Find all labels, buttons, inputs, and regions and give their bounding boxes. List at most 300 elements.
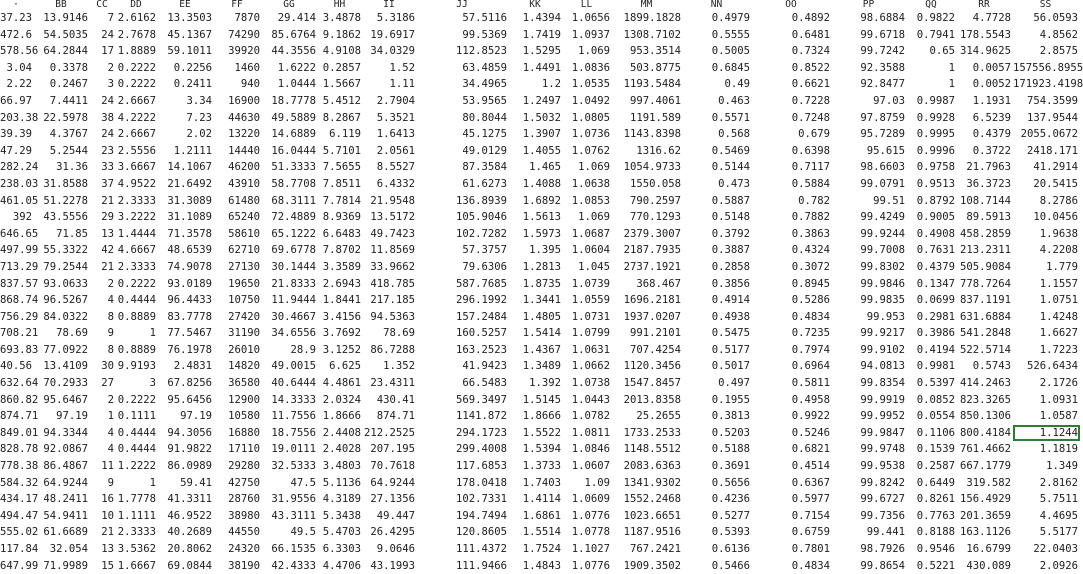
table-cell[interactable]: 77.0922 xyxy=(43,343,88,356)
table-cell[interactable]: 0.0057 xyxy=(972,61,1011,74)
column-header[interactable]: SS xyxy=(1039,0,1052,10)
table-cell[interactable]: 0.782 xyxy=(798,194,830,207)
table-cell[interactable]: 0.9996 xyxy=(916,144,955,157)
table-cell[interactable]: 1.5032 xyxy=(522,111,561,124)
table-cell[interactable]: 41.3311 xyxy=(167,493,212,506)
table-cell[interactable]: 14.1067 xyxy=(167,161,212,174)
table-cell[interactable]: 0.49 xyxy=(724,78,750,91)
table-cell[interactable]: 1460 xyxy=(234,61,260,74)
table-cell[interactable]: 49.5 xyxy=(290,526,316,539)
table-cell[interactable]: 0.5177 xyxy=(711,343,750,356)
table-cell[interactable]: 1.4055 xyxy=(522,144,561,157)
table-cell[interactable]: 4.3189 xyxy=(322,493,361,506)
table-cell[interactable]: 458.2859 xyxy=(959,227,1011,240)
table-cell[interactable]: 2.7904 xyxy=(376,94,415,107)
table-cell[interactable]: 54.9411 xyxy=(43,509,88,522)
table-cell[interactable]: 1.395 xyxy=(529,244,561,257)
column-header[interactable]: LL xyxy=(580,0,593,10)
table-cell[interactable]: 0.5475 xyxy=(711,327,750,340)
table-cell[interactable]: 4.3767 xyxy=(49,128,88,141)
table-cell[interactable]: 102.7282 xyxy=(455,227,507,240)
table-cell[interactable]: 1023.6651 xyxy=(623,509,681,522)
table-cell[interactable]: 631.6884 xyxy=(959,310,1011,323)
table-cell[interactable]: 5.7511 xyxy=(1039,493,1078,506)
table-cell[interactable]: 0.4514 xyxy=(791,460,830,473)
table-cell[interactable]: 64.9244 xyxy=(43,476,88,489)
table-cell[interactable]: 18.7778 xyxy=(271,94,316,107)
table-cell[interactable]: 8.2867 xyxy=(322,111,361,124)
table-cell[interactable]: 1.3441 xyxy=(522,294,561,307)
column-header[interactable]: · xyxy=(13,0,19,10)
table-cell[interactable]: 282.24 xyxy=(0,161,39,174)
table-cell[interactable]: 96.4433 xyxy=(167,294,212,307)
table-cell[interactable]: 1.4088 xyxy=(522,177,561,190)
table-cell[interactable]: 1.0587 xyxy=(1039,410,1078,423)
table-cell[interactable]: 0.473 xyxy=(718,177,750,190)
table-cell[interactable]: 0.2222 xyxy=(117,61,156,74)
table-cell[interactable]: 92.3588 xyxy=(860,61,905,74)
table-cell[interactable]: 31190 xyxy=(228,327,260,340)
column-header[interactable]: RR xyxy=(978,0,990,10)
table-cell[interactable]: 10 xyxy=(101,509,114,522)
table-cell[interactable]: 56.0593 xyxy=(1033,12,1078,24)
table-cell[interactable]: 111.4372 xyxy=(455,543,507,555)
selected-cell[interactable]: 1.1244 xyxy=(1013,425,1080,442)
table-cell[interactable]: 0.3722 xyxy=(972,144,1011,157)
table-cell[interactable]: 414.2463 xyxy=(959,377,1011,390)
table-cell[interactable]: 46200 xyxy=(228,161,260,174)
table-cell[interactable]: 0.5887 xyxy=(711,194,750,207)
table-cell[interactable]: 0.679 xyxy=(798,128,830,141)
table-cell[interactable]: 1316.62 xyxy=(636,144,681,157)
table-cell[interactable]: 1.0762 xyxy=(571,144,610,157)
table-cell[interactable]: 1.0778 xyxy=(571,526,610,539)
table-cell[interactable]: 1.349 xyxy=(1046,460,1078,473)
table-cell[interactable]: 99.9244 xyxy=(860,227,905,240)
table-cell[interactable]: 27.1356 xyxy=(370,493,415,506)
table-cell[interactable]: 1.1557 xyxy=(1039,277,1078,290)
table-cell[interactable]: 0.9928 xyxy=(916,111,955,124)
table-cell[interactable]: 1.6413 xyxy=(376,128,415,141)
table-cell[interactable]: 27130 xyxy=(228,260,260,273)
table-cell[interactable]: 31.3089 xyxy=(167,194,212,207)
table-cell[interactable]: 49.0129 xyxy=(462,144,507,157)
table-cell[interactable]: 10580 xyxy=(228,410,260,423)
table-cell[interactable]: 49.5889 xyxy=(271,111,316,124)
table-cell[interactable]: 13.5172 xyxy=(370,211,415,224)
table-cell[interactable]: 1552.2468 xyxy=(623,493,681,506)
table-cell[interactable]: 111.9466 xyxy=(455,559,507,572)
table-cell[interactable]: 991.2101 xyxy=(629,327,681,340)
table-cell[interactable]: 4.4861 xyxy=(322,377,361,390)
table-cell[interactable]: 13 xyxy=(101,543,114,555)
table-cell[interactable]: 11 xyxy=(101,460,114,473)
table-cell[interactable]: 53.9565 xyxy=(462,94,507,107)
table-cell[interactable]: 194.7494 xyxy=(455,509,507,522)
table-cell[interactable]: 117.6853 xyxy=(455,460,507,473)
table-cell[interactable]: 74290 xyxy=(228,28,260,41)
table-cell[interactable]: 1.11 xyxy=(389,78,415,91)
table-cell[interactable]: 767.2421 xyxy=(629,543,681,555)
table-cell[interactable]: 0.7801 xyxy=(791,543,830,555)
table-cell[interactable]: 1.352 xyxy=(383,360,415,373)
table-cell[interactable]: 1.2111 xyxy=(173,144,212,157)
table-cell[interactable]: 16900 xyxy=(228,94,260,107)
table-cell[interactable]: 1.8441 xyxy=(322,294,361,307)
table-cell[interactable]: 3.4156 xyxy=(322,310,361,323)
table-cell[interactable]: 0.5246 xyxy=(791,426,830,439)
table-cell[interactable]: 0.5017 xyxy=(711,360,750,373)
table-cell[interactable]: 2.6943 xyxy=(322,277,361,290)
table-cell[interactable]: 1.52 xyxy=(389,61,415,74)
table-cell[interactable]: 13220 xyxy=(228,128,260,141)
table-cell[interactable]: 1.0836 xyxy=(571,61,610,74)
table-cell[interactable]: 19650 xyxy=(228,277,260,290)
table-cell[interactable]: 1.2 xyxy=(541,78,561,91)
table-cell[interactable]: 92.8477 xyxy=(860,78,905,91)
table-cell[interactable]: 2 xyxy=(107,277,114,290)
table-cell[interactable]: 78.69 xyxy=(383,327,415,340)
table-cell[interactable]: 874.71 xyxy=(0,410,39,423)
table-cell[interactable]: 0.5469 xyxy=(711,144,750,157)
table-cell[interactable]: 99.9835 xyxy=(860,294,905,307)
table-cell[interactable]: 80.8044 xyxy=(462,111,507,124)
table-cell[interactable]: 3 xyxy=(149,377,156,390)
table-cell[interactable]: 5.1136 xyxy=(322,476,361,489)
column-header[interactable]: PP xyxy=(862,0,875,10)
table-cell[interactable]: 21 xyxy=(101,194,114,207)
table-cell[interactable]: 62710 xyxy=(228,244,260,257)
table-cell[interactable]: 0.4444 xyxy=(117,443,156,456)
table-cell[interactable]: 461.05 xyxy=(0,194,39,207)
table-cell[interactable]: 9.0646 xyxy=(376,543,415,555)
table-cell[interactable]: 16.6799 xyxy=(966,543,1011,555)
table-cell[interactable]: 1.8666 xyxy=(322,410,361,423)
table-cell[interactable]: 4.8562 xyxy=(1039,28,1078,41)
table-cell[interactable]: 1 xyxy=(948,78,955,91)
table-cell[interactable]: 7.7814 xyxy=(322,194,361,207)
table-cell[interactable]: 472.6 xyxy=(0,28,32,41)
table-cell[interactable]: 25.2655 xyxy=(636,410,681,423)
table-cell[interactable]: 36.3723 xyxy=(966,177,1011,190)
table-cell[interactable]: 57.3757 xyxy=(462,244,507,257)
table-cell[interactable]: 137.9544 xyxy=(1026,111,1078,124)
table-cell[interactable]: 91.9822 xyxy=(167,443,212,456)
table-cell[interactable]: 13 xyxy=(101,227,114,240)
table-cell[interactable]: 0.2858 xyxy=(711,260,750,273)
table-cell[interactable]: 778.38 xyxy=(0,460,39,473)
table-cell[interactable]: 0.4908 xyxy=(916,227,955,240)
table-cell[interactable]: 76.1978 xyxy=(167,343,212,356)
table-cell[interactable]: 3.2222 xyxy=(117,211,156,224)
table-cell[interactable]: 790.2597 xyxy=(629,194,681,207)
table-cell[interactable]: 71.3578 xyxy=(167,227,212,240)
table-cell[interactable]: 1.3733 xyxy=(522,460,561,473)
table-cell[interactable]: 58.7708 xyxy=(271,177,316,190)
table-cell[interactable]: 0.6621 xyxy=(791,78,830,91)
table-cell[interactable]: 1.5973 xyxy=(522,227,561,240)
table-cell[interactable]: 99.7356 xyxy=(860,509,905,522)
table-cell[interactable]: 55.3322 xyxy=(43,244,88,257)
table-cell[interactable]: 2.0561 xyxy=(376,144,415,157)
table-cell[interactable]: 1.0604 xyxy=(571,244,610,257)
table-cell[interactable]: 99.953 xyxy=(866,310,905,323)
table-cell[interactable]: 1.069 xyxy=(578,211,610,224)
table-cell[interactable]: 0.2222 xyxy=(117,393,156,406)
table-cell[interactable]: 207.195 xyxy=(370,443,415,456)
table-cell[interactable]: 30 xyxy=(101,360,114,373)
table-cell[interactable]: 74.9078 xyxy=(167,260,212,273)
table-cell[interactable]: 23 xyxy=(101,144,114,157)
table-cell[interactable]: 1.3907 xyxy=(522,128,561,141)
table-cell[interactable]: 213.2311 xyxy=(959,244,1011,257)
table-cell[interactable]: 98.7926 xyxy=(860,543,905,555)
table-cell[interactable]: 4 xyxy=(107,426,114,439)
table-cell[interactable]: 1.1111 xyxy=(117,509,156,522)
table-cell[interactable]: 94.5363 xyxy=(370,310,415,323)
table-cell[interactable]: 4.4695 xyxy=(1039,509,1078,522)
table-cell[interactable]: 494.47 xyxy=(0,509,39,522)
table-cell[interactable]: 58610 xyxy=(228,227,260,240)
table-cell[interactable]: 98.6884 xyxy=(860,12,905,24)
table-cell[interactable]: 2.4831 xyxy=(173,360,212,373)
table-cell[interactable]: 99.6718 xyxy=(860,28,905,41)
table-cell[interactable]: 0.5188 xyxy=(711,443,750,456)
table-cell[interactable]: 1.5522 xyxy=(522,426,561,439)
table-cell[interactable]: 0.8188 xyxy=(916,526,955,539)
table-cell[interactable]: 7.8702 xyxy=(322,244,361,257)
table-cell[interactable]: 1.7778 xyxy=(117,493,156,506)
table-cell[interactable]: 646.65 xyxy=(0,227,39,240)
table-cell[interactable]: 99.9217 xyxy=(860,327,905,340)
table-cell[interactable]: 0.6964 xyxy=(791,360,830,373)
table-cell[interactable]: 70.7618 xyxy=(370,460,415,473)
table-cell[interactable]: 2.6667 xyxy=(117,94,156,107)
table-cell[interactable]: 2.4408 xyxy=(322,426,361,439)
table-cell[interactable]: 1193.5484 xyxy=(623,78,681,91)
table-cell[interactable]: 66.5483 xyxy=(462,377,507,390)
table-cell[interactable]: 212.2525 xyxy=(363,426,415,439)
table-cell[interactable]: 31.1089 xyxy=(167,211,212,224)
table-cell[interactable]: 0.6398 xyxy=(791,144,830,157)
table-cell[interactable]: 800.4184 xyxy=(959,426,1011,439)
table-cell[interactable]: 97.8759 xyxy=(860,111,905,124)
table-cell[interactable]: 0.2256 xyxy=(173,61,212,74)
table-cell[interactable]: 1.0443 xyxy=(571,393,610,406)
table-cell[interactable]: 99.0791 xyxy=(860,177,905,190)
table-cell[interactable]: 2.7678 xyxy=(117,28,156,41)
table-cell[interactable]: 1.0776 xyxy=(571,509,610,522)
table-cell[interactable]: 1.2222 xyxy=(117,460,156,473)
table-cell[interactable]: 4.7728 xyxy=(972,12,1011,24)
column-header[interactable]: MM xyxy=(640,0,653,10)
table-cell[interactable]: 4.9522 xyxy=(117,177,156,190)
table-cell[interactable]: 0.2587 xyxy=(916,460,955,473)
table-cell[interactable]: 587.7685 xyxy=(455,277,507,290)
table-cell[interactable]: 1.1931 xyxy=(972,94,1011,107)
table-cell[interactable]: 0.9546 xyxy=(916,543,955,555)
table-cell[interactable]: 1341.9302 xyxy=(623,476,681,489)
table-cell[interactable]: 0.5393 xyxy=(711,526,750,539)
table-cell[interactable]: 97.03 xyxy=(873,94,905,107)
table-cell[interactable]: 48.6539 xyxy=(167,244,212,257)
table-cell[interactable]: 0.4892 xyxy=(791,12,830,24)
table-cell[interactable]: 1.0731 xyxy=(571,310,610,323)
table-cell[interactable]: 294.1723 xyxy=(455,426,507,439)
table-cell[interactable]: 0.7941 xyxy=(916,28,955,41)
table-cell[interactable]: 0.4834 xyxy=(791,310,830,323)
table-cell[interactable]: 112.8523 xyxy=(455,45,507,58)
table-cell[interactable]: 99.5369 xyxy=(462,28,507,41)
table-cell[interactable]: 0.4444 xyxy=(117,294,156,307)
table-cell[interactable]: 4.9108 xyxy=(322,45,361,58)
table-cell[interactable]: 29280 xyxy=(228,460,260,473)
column-header[interactable]: BB xyxy=(55,0,67,10)
table-cell[interactable]: 0.1106 xyxy=(916,426,955,439)
table-cell[interactable]: 40.56 xyxy=(0,360,32,373)
table-cell[interactable]: 6.4332 xyxy=(376,177,415,190)
table-cell[interactable]: 1.4843 xyxy=(522,559,561,572)
table-cell[interactable]: 1.8735 xyxy=(522,277,561,290)
table-cell[interactable]: 0.3813 xyxy=(711,410,750,423)
table-cell[interactable]: 0.5555 xyxy=(711,28,750,41)
table-cell[interactable]: 7 xyxy=(107,12,114,24)
table-cell[interactable]: 860.82 xyxy=(0,393,39,406)
table-cell[interactable]: 99.441 xyxy=(866,526,905,539)
table-cell[interactable]: 1.7524 xyxy=(522,543,561,555)
table-cell[interactable]: 86.4867 xyxy=(43,460,88,473)
table-cell[interactable]: 99.9846 xyxy=(860,277,905,290)
table-cell[interactable]: 157.2484 xyxy=(455,310,507,323)
table-cell[interactable]: 15 xyxy=(101,559,114,572)
table-cell[interactable]: 2.02 xyxy=(186,128,212,141)
table-cell[interactable]: 33.9662 xyxy=(370,260,415,273)
table-cell[interactable]: 99.7008 xyxy=(860,244,905,257)
table-cell[interactable]: 1.779 xyxy=(1046,260,1078,273)
table-cell[interactable]: 647.99 xyxy=(0,559,39,572)
table-cell[interactable]: 0.4379 xyxy=(916,260,955,273)
table-cell[interactable]: 43.3111 xyxy=(271,509,316,522)
table-cell[interactable]: 0.2222 xyxy=(117,78,156,91)
table-cell[interactable]: 29.414 xyxy=(277,12,316,24)
table-cell[interactable]: 11.8569 xyxy=(370,244,415,257)
table-cell[interactable]: 0.3072 xyxy=(791,260,830,273)
table-cell[interactable]: 0.1111 xyxy=(117,410,156,423)
table-cell[interactable]: 21.8333 xyxy=(271,277,316,290)
table-cell[interactable]: 707.4254 xyxy=(629,343,681,356)
table-cell[interactable]: 7.4411 xyxy=(49,94,88,107)
table-cell[interactable]: 31.8588 xyxy=(43,177,88,190)
table-cell[interactable]: 430.41 xyxy=(376,393,415,406)
table-cell[interactable]: 2.3333 xyxy=(117,194,156,207)
table-cell[interactable]: 0.3887 xyxy=(711,244,750,257)
table-cell[interactable]: 299.4008 xyxy=(455,443,507,456)
table-cell[interactable]: 2.6162 xyxy=(117,12,156,24)
table-cell[interactable]: 9.1862 xyxy=(322,28,361,41)
table-cell[interactable]: 42.4333 xyxy=(271,559,316,572)
table-cell[interactable]: 18.7556 xyxy=(271,426,316,439)
table-cell[interactable]: 57.5116 xyxy=(462,12,507,24)
table-cell[interactable]: 708.21 xyxy=(0,327,39,340)
table-cell[interactable]: 0.568 xyxy=(718,128,750,141)
table-cell[interactable]: 93.0633 xyxy=(43,277,88,290)
table-cell[interactable]: 497.99 xyxy=(0,244,39,257)
table-cell[interactable]: 99.8242 xyxy=(860,476,905,489)
table-cell[interactable]: 4.4706 xyxy=(322,559,361,572)
table-cell[interactable]: 48.2411 xyxy=(43,493,88,506)
table-cell[interactable]: 3.04 xyxy=(6,61,32,74)
table-cell[interactable]: 16 xyxy=(101,493,114,506)
table-cell[interactable]: 1.7223 xyxy=(1039,343,1078,356)
table-cell[interactable]: 0.65 xyxy=(929,45,955,58)
table-cell[interactable]: 0.9995 xyxy=(916,128,955,141)
table-cell[interactable]: 28760 xyxy=(228,493,260,506)
table-cell[interactable]: 33 xyxy=(101,161,114,174)
table-cell[interactable]: 1054.9733 xyxy=(623,161,681,174)
table-cell[interactable]: 105.9046 xyxy=(455,211,507,224)
table-cell[interactable]: 4 xyxy=(107,294,114,307)
table-cell[interactable]: 14820 xyxy=(228,360,260,373)
table-cell[interactable]: 4.6667 xyxy=(117,244,156,257)
table-cell[interactable]: 1.4367 xyxy=(522,343,561,356)
table-cell[interactable]: 0.1539 xyxy=(916,443,955,456)
table-cell[interactable]: 0.3856 xyxy=(711,277,750,290)
table-cell[interactable]: 2.3333 xyxy=(117,260,156,273)
table-cell[interactable]: 163.1126 xyxy=(959,526,1011,539)
table-cell[interactable]: 94.3344 xyxy=(43,426,88,439)
table-cell[interactable]: 47.5 xyxy=(290,476,316,489)
table-cell[interactable]: 0.4938 xyxy=(711,310,750,323)
table-cell[interactable]: 71.9989 xyxy=(43,559,88,572)
table-cell[interactable]: 78.69 xyxy=(56,327,88,340)
table-cell[interactable]: 24 xyxy=(101,94,114,107)
table-cell[interactable]: 0.7235 xyxy=(791,327,830,340)
table-cell[interactable]: 38 xyxy=(101,111,114,124)
table-cell[interactable]: 42750 xyxy=(228,476,260,489)
table-cell[interactable]: 54.5035 xyxy=(43,28,88,41)
table-cell[interactable]: 64.2844 xyxy=(43,45,88,58)
table-cell[interactable]: 98.6603 xyxy=(860,161,905,174)
table-cell[interactable]: 1.0805 xyxy=(571,111,610,124)
table-cell[interactable]: 1.0937 xyxy=(571,28,610,41)
table-cell[interactable]: 3.6667 xyxy=(117,161,156,174)
table-cell[interactable]: 1.4491 xyxy=(522,61,561,74)
table-cell[interactable]: 693.83 xyxy=(0,343,39,356)
table-cell[interactable]: 0.463 xyxy=(718,94,750,107)
table-cell[interactable]: 99.9538 xyxy=(860,460,905,473)
table-cell[interactable]: 1.0799 xyxy=(571,327,610,340)
table-cell[interactable]: 2.4028 xyxy=(322,443,361,456)
table-cell[interactable]: 1191.589 xyxy=(629,111,681,124)
table-cell[interactable]: 120.8605 xyxy=(455,526,507,539)
table-cell[interactable]: 38190 xyxy=(228,559,260,572)
table-cell[interactable]: 1.0662 xyxy=(571,360,610,373)
column-header[interactable]: QQ xyxy=(925,0,937,10)
table-cell[interactable]: 171923.4198 xyxy=(1013,78,1083,91)
table-cell[interactable]: 117.84 xyxy=(0,543,39,555)
table-cell[interactable]: 26010 xyxy=(228,343,260,356)
table-cell[interactable]: 2.3333 xyxy=(117,526,156,539)
table-cell[interactable]: 1 xyxy=(149,476,156,489)
table-cell[interactable]: 1.1027 xyxy=(571,543,610,555)
table-cell[interactable]: 40.2689 xyxy=(167,526,212,539)
table-cell[interactable]: 0.3691 xyxy=(711,460,750,473)
table-cell[interactable]: 1.5295 xyxy=(522,45,561,58)
table-cell[interactable]: 1.0776 xyxy=(571,559,610,572)
table-cell[interactable]: 296.1992 xyxy=(455,294,507,307)
table-cell[interactable]: 0.8945 xyxy=(791,277,830,290)
table-cell[interactable]: 0.5221 xyxy=(916,559,955,572)
